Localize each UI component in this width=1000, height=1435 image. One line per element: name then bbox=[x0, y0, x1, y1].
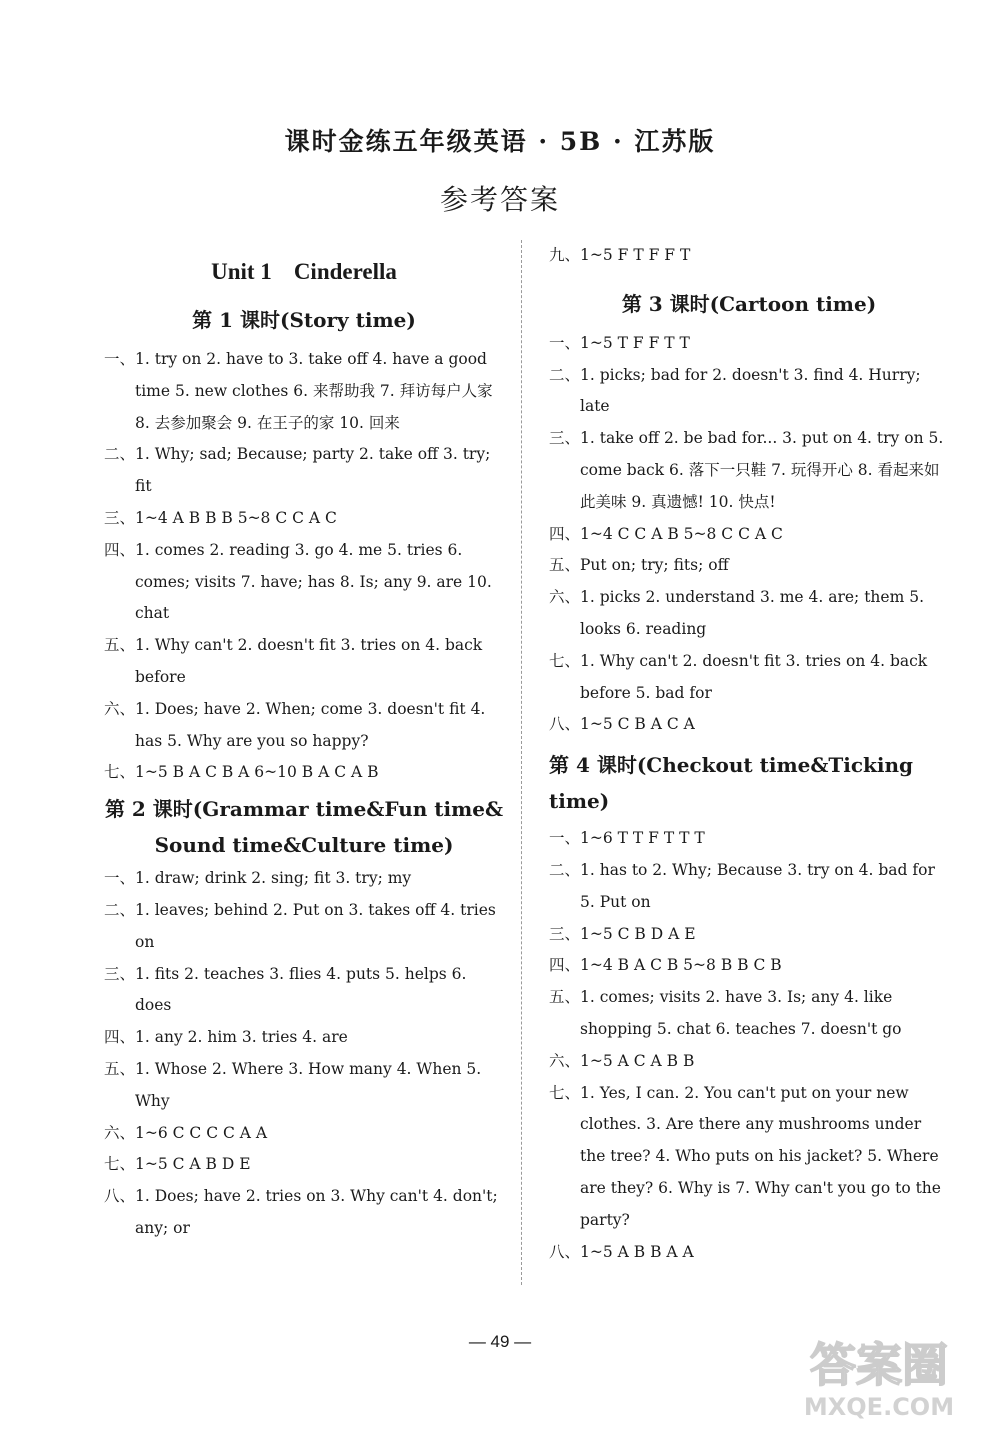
question-number: 二、 bbox=[549, 860, 581, 879]
answer-text: 1. fits 2. teaches 3. flies 4. puts 5. helps 6. does bbox=[135, 964, 467, 1015]
answer-text: 1. Why can't 2. doesn't fit 3. tries on 4. back before bbox=[135, 636, 483, 686]
answer-entry bbox=[549, 919, 949, 951]
answer-text: 1~5 B A C B A 6~10 B A C A B bbox=[135, 763, 379, 782]
lesson-2-title-line2: Sound time&Culture time) bbox=[154, 833, 454, 858]
answer-entry bbox=[549, 1046, 949, 1078]
answer-text: 1. Why can't 2. doesn't fit 3. tries on 4. back before 5. bad for bbox=[580, 651, 928, 702]
answer-text: 1~6 C C C C A A bbox=[135, 1123, 268, 1142]
answer-entry bbox=[104, 1181, 504, 1245]
question-number: 五、 bbox=[104, 636, 136, 655]
question-number: 三、 bbox=[104, 964, 136, 983]
lesson-3-answers bbox=[549, 328, 949, 741]
column-divider bbox=[521, 240, 522, 1285]
answer-entry bbox=[104, 757, 504, 789]
answer-text: 1~5 C A B D E bbox=[135, 1155, 251, 1174]
answer-entry bbox=[104, 1054, 504, 1118]
page-number: — 49 — bbox=[468, 1332, 532, 1351]
answer-entry bbox=[549, 328, 949, 360]
answer-entry bbox=[549, 709, 949, 741]
answer-text: 1. comes 2. reading 3. go 4. me 5. tries 6. comes; visits 7. have; has 8. Is; any 9. are 10. chat bbox=[135, 540, 492, 623]
answer-entry bbox=[549, 646, 949, 710]
watermark-logo bbox=[777, 1323, 982, 1423]
book-title: 课时金练五年级英语 · 5B · 江苏版 bbox=[284, 127, 716, 156]
answer-text: 1~5 C B A C A bbox=[580, 715, 695, 734]
answer-entry bbox=[549, 582, 949, 646]
answer-entry bbox=[104, 1022, 504, 1054]
answer-text: 1~5 C B D A E bbox=[580, 924, 696, 943]
answer-entry bbox=[549, 360, 949, 424]
question-number: 二、 bbox=[549, 365, 581, 384]
question-number: 五、 bbox=[104, 1059, 136, 1078]
answer-text: 1. leaves; behind 2. Put on 3. takes off 4. tries on bbox=[135, 900, 496, 951]
question-number: 四、 bbox=[549, 956, 581, 975]
answer-entry bbox=[104, 895, 504, 959]
lesson-1-title: 第 1 课时(Story time) bbox=[192, 308, 416, 332]
lesson-4-answers bbox=[549, 823, 949, 1268]
question-number: 六、 bbox=[549, 588, 581, 607]
question-number: 六、 bbox=[104, 699, 136, 718]
question-number: 一、 bbox=[549, 333, 581, 352]
answer-entry bbox=[104, 863, 504, 895]
answer-entry bbox=[549, 855, 949, 919]
answer-entry bbox=[549, 823, 949, 855]
lesson-2-title-line1: 第 2 课时(Grammar time&Fun time& bbox=[104, 797, 504, 822]
answer-entry bbox=[549, 423, 949, 518]
answer-text: 1. any 2. him 3. tries 4. are bbox=[135, 1028, 348, 1047]
answer-text: 1. picks 2. understand 3. me 4. are; them 5. looks 6. reading bbox=[580, 588, 924, 638]
question-number: 八、 bbox=[549, 715, 581, 734]
lesson-4-title: 第 4 课时(Checkout time&Ticking time) bbox=[549, 753, 914, 814]
question-number: 五、 bbox=[549, 988, 581, 1007]
watermark-text: 答案圈 bbox=[810, 1338, 948, 1392]
answer-text: 1~4 C C A B 5~8 C C A C bbox=[580, 524, 783, 543]
answer-entry bbox=[104, 630, 504, 694]
answer-text: 1. try on 2. have to 3. take off 4. have a good time 5. new clothes 6. 来帮助我 7. 拜访每户人家 8. 去参加聚会 9. 在王子的家 10. 回来 bbox=[135, 350, 493, 432]
question-number: 六、 bbox=[549, 1051, 581, 1070]
answer-key-title: 参考答案 bbox=[439, 183, 560, 216]
lesson-1-answers bbox=[104, 344, 504, 789]
question-number: 四、 bbox=[549, 524, 581, 543]
unit-title bbox=[104, 254, 504, 290]
answer-entry bbox=[104, 1118, 504, 1150]
answer-text: 1. Does; have 2. When; come 3. doesn't fit 4. has 5. Why are you so happy? bbox=[135, 699, 486, 750]
answer-text: 1. Does; have 2. tries on 3. Why can't 4. don't; any; or bbox=[135, 1187, 498, 1237]
answer-entry bbox=[549, 1078, 949, 1237]
answer-text: 1. take off 2. be bad for... 3. put on 4. try on 5. come back 6. 落下一只鞋 7. 玩得开心 8. 看起来如此美味 9. 真遗憾! 10. 快点! bbox=[580, 429, 944, 511]
answer-entry bbox=[104, 959, 504, 1023]
question-number: 五、 bbox=[549, 556, 581, 575]
question-number: 二、 bbox=[104, 900, 136, 919]
answer-text: 1~5 F T F F T bbox=[580, 246, 691, 264]
question-number: 三、 bbox=[104, 508, 136, 527]
question-number: 三、 bbox=[549, 924, 581, 943]
question-number: 一、 bbox=[104, 869, 136, 888]
lesson-3-title: 第 3 课时(Cartoon time) bbox=[621, 291, 877, 316]
answer-entry bbox=[549, 240, 949, 272]
answer-entry bbox=[549, 550, 949, 582]
answer-text: 1~5 A B B A A bbox=[580, 1242, 694, 1261]
answer-text: 1~4 A B B B 5~8 C C A C bbox=[135, 508, 337, 527]
question-number: 七、 bbox=[549, 651, 581, 670]
question-number: 七、 bbox=[104, 1155, 136, 1174]
question-number: 六、 bbox=[104, 1123, 136, 1142]
question-number: 七、 bbox=[104, 763, 136, 782]
answer-entry bbox=[104, 1149, 504, 1181]
answer-entry bbox=[549, 982, 949, 1046]
question-number: 七、 bbox=[549, 1083, 581, 1102]
answer-text: 1. picks; bad for 2. doesn't 3. find 4. Hurry; late bbox=[580, 365, 921, 416]
answer-entry bbox=[549, 519, 949, 551]
question-number: 八、 bbox=[549, 1242, 581, 1261]
answer-text: 1. comes; visits 2. have 3. Is; any 4. like shopping 5. chat 6. teaches 7. doesn't go bbox=[580, 988, 902, 1038]
right-column bbox=[549, 240, 949, 1268]
answer-text: 1. Yes, I can. 2. You can't put on your new clothes. 3. Are there any mushrooms under the tree? 4. Who puts on his jacket? 5. Where are they? 6. Why is 7. Why can't you go to the party? bbox=[580, 1083, 941, 1229]
answer-text: 1. Whose 2. Where 3. How many 4. When 5. Why bbox=[135, 1059, 482, 1110]
question-number: 三、 bbox=[549, 429, 581, 448]
answer-entry bbox=[104, 694, 504, 758]
lesson-2-continued-answers bbox=[549, 240, 949, 272]
answer-entry bbox=[104, 439, 504, 503]
answer-text: Put on; try; fits; off bbox=[580, 556, 729, 575]
answer-entry bbox=[549, 1237, 949, 1269]
question-number: 八、 bbox=[104, 1187, 136, 1206]
lesson-2-answers bbox=[104, 863, 504, 1245]
watermark-url: MXQE.COM bbox=[803, 1393, 955, 1421]
answer-text: 1. has to 2. Why; Because 3. try on 4. bad for 5. Put on bbox=[580, 860, 935, 911]
answer-text: 1~6 T T F T T T bbox=[580, 829, 705, 848]
answer-text: 1. Why; sad; Because; party 2. take off 3. try; fit bbox=[135, 445, 491, 496]
answer-entry bbox=[549, 950, 949, 982]
answer-text: 1. draw; drink 2. sing; fit 3. try; my bbox=[135, 869, 412, 888]
question-number: 一、 bbox=[549, 829, 581, 848]
answer-text: 1~4 B A C B 5~8 B B C B bbox=[580, 956, 782, 975]
question-number: 二、 bbox=[104, 445, 136, 464]
answer-text: 1~5 T F F T T bbox=[580, 333, 690, 352]
question-number: 一、 bbox=[104, 350, 136, 368]
unit-name: Cinderella bbox=[293, 259, 397, 284]
answer-entry bbox=[104, 535, 504, 630]
question-number: 九、 bbox=[549, 246, 581, 264]
question-number: 四、 bbox=[104, 540, 136, 559]
unit-label: Unit 1 bbox=[211, 259, 272, 284]
answer-entry bbox=[104, 503, 504, 535]
answer-entry bbox=[104, 344, 504, 439]
question-number: 四、 bbox=[104, 1028, 136, 1047]
answer-text: 1~5 A C A B B bbox=[580, 1051, 695, 1070]
left-column bbox=[104, 240, 504, 1245]
